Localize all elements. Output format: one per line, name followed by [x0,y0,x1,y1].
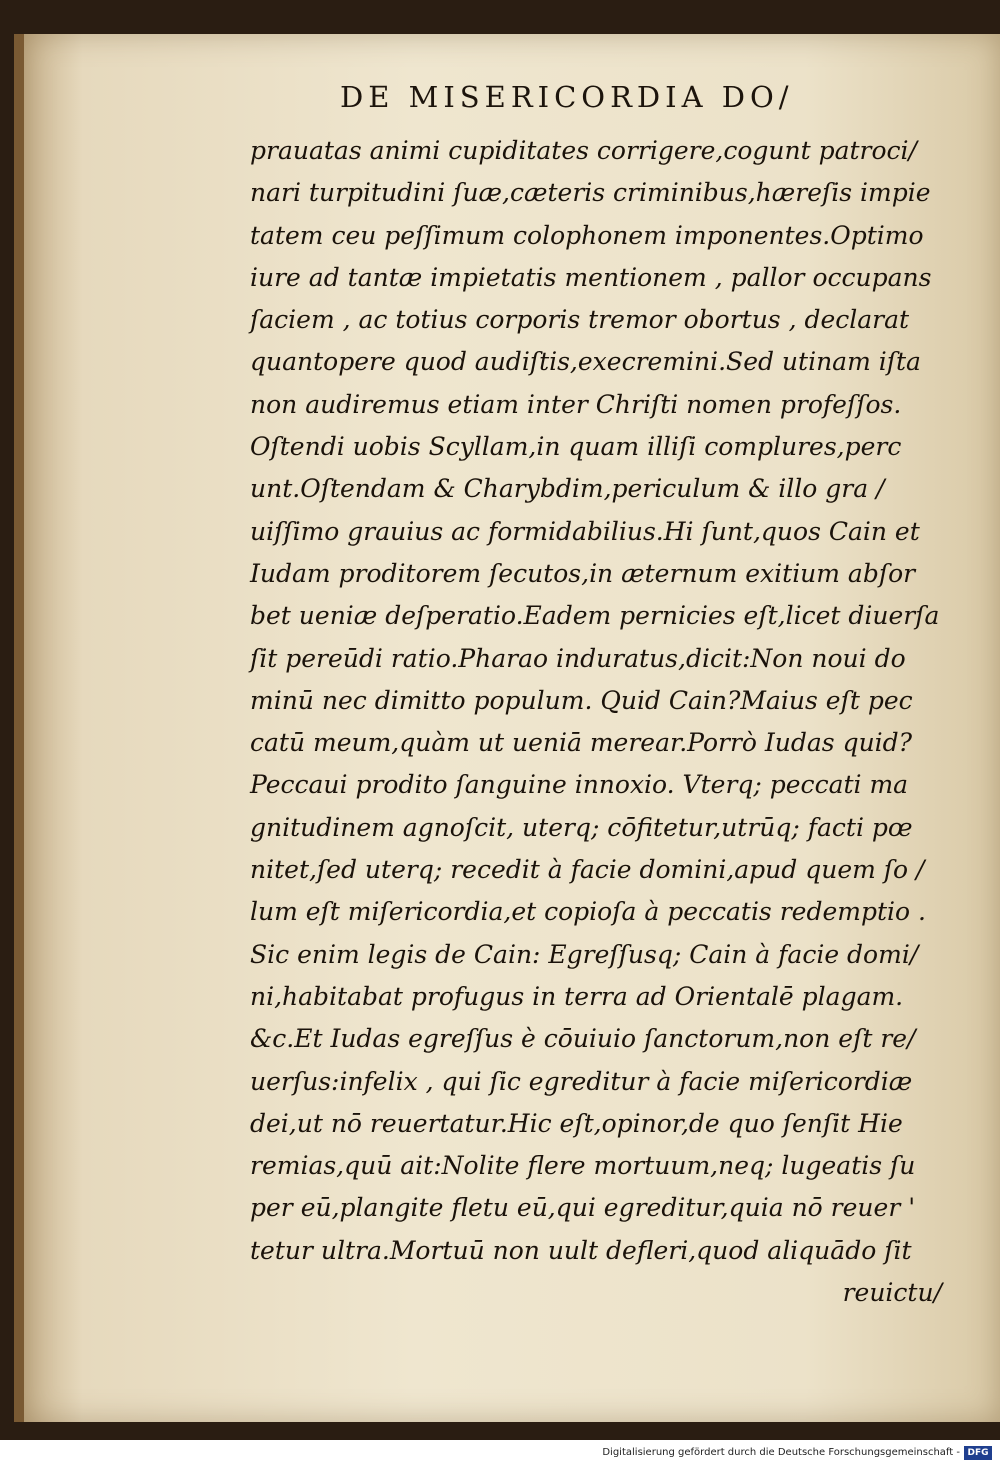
text-line-9: unt.Oſtendam & Charybdim,periculum & illo gra / [250,474,885,504]
text-line-15: catū meum,quàm ut ueniā merear.Porrò Iudas quid? [250,728,913,758]
text-line-17: gnitudinem agnoſcit, uterq; cōfitetur,utrūq; facti pœ [250,812,913,842]
running-title: DE MISERICORDIA DO/ [340,80,794,114]
body-text [250,130,950,1314]
text-line-5: ſaciem , ac totius corporis tremor obortus , declarat [250,305,910,335]
catchword: reuictu/ [842,1278,942,1308]
text-line-24: dei,ut nō reuertatur.Hic eſt,opinor,de quo ſenſit Hie [250,1108,903,1138]
text-line-1: prauatas animi cupiditates corrigere,cogunt patroci/ [250,136,917,165]
text-line-26: per eū,plangite fletu eū,qui egreditur,quia nō reuer ' [250,1193,916,1223]
text-line-2: nari turpitudini ſuæ,cæteris criminibus,hæreſis impie [250,178,931,208]
text-line-6: quantopere quod audiſtis,execremini.Sed utinam iſta [250,347,921,377]
text-line-27: tetur ultra.Mortuū non uult defleri,quod aliquādo ſit [250,1235,912,1265]
text-line-22: &c.Et Iudas egreſſus è cōuiuio ſanctorum,non eſt re/ [250,1024,916,1054]
dfg-logo: DFG [964,1446,992,1460]
text-line-23: uerſus:infelix , qui ſic egreditur à facie miſericordiæ [250,1066,913,1096]
text-line-18: nitet,ſed uterq; recedit à facie domini,apud quem ſo / [250,855,925,885]
text-line-16: Peccaui prodito ſanguine innoxio. Vterq; peccati ma [250,770,909,800]
text-line-25: remias,quū ait:Nolite flere mortuum,neq; lugeatis ſu [250,1151,916,1181]
text-line-10: uiſſimo grauius ac formidabilius.Hi ſunt,quos Cain et [250,516,920,546]
footer-bar [0,1440,1000,1466]
text-line-7: non audiremus etiam inter Chriſti nomen profeſſos. [250,389,902,419]
text-line-4: iure ad tantæ impietatis mentionem , pallor occupans [250,262,932,292]
text-line-12: bet ueniæ deſperatio.Eadem pernicies eſt,licet diuerſa [250,601,940,631]
text-line-20: Sic enim legis de Cain: Egreſſusq; Cain à facie domi/ [250,939,919,969]
text-line-11: Iudam proditorem ſecutos,in æternum exitium abſor [250,558,916,588]
text-line-3: tatem ceu peſſimum colophonem imponentes.Optimo [250,220,924,250]
funding-credit: Digitalisierung gefördert durch die Deutsche Forschungsgemeinschaft - [602,1447,960,1458]
text-line-21: ni,habitabat profugus in terra ad Orientalē plagam. [250,981,904,1011]
text-line-8: Oſtendi uobis Scyllam,in quam illiſi complures,perc [250,432,902,462]
text-line-19: lum eſt miſericordia,et copioſa à peccatis redemptio . [250,897,926,927]
text-line-13: ſit pereūdi ratio.Pharao induratus,dicit:Non noui do [250,643,906,673]
text-line-14: minū nec dimitto populum. Quid Cain?Maius eſt pec [250,685,913,715]
